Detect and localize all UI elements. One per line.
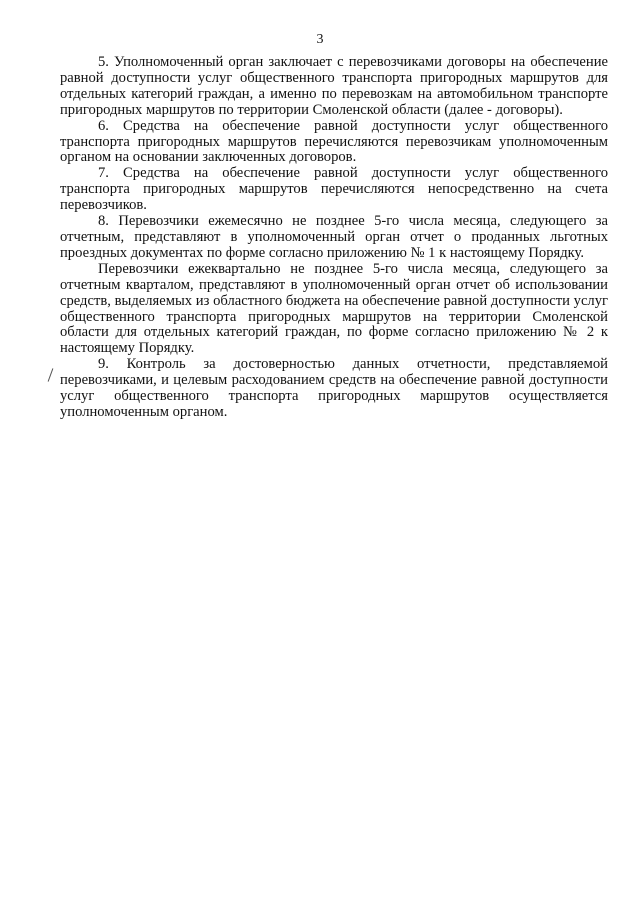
paragraph-8-monthly-report: 8. Перевозчики ежемесячно не позднее 5-го числа месяца, следующего за отчетным, представляют в уполномоченный орган отчет о проданных льготных проездных документах по форме согласно приложению № 1 к настоящему Порядку.	[60, 213, 608, 261]
document-body	[60, 55, 608, 421]
page-number: 3	[316, 32, 324, 47]
paragraph-9-control: 9. Контроль за достоверностью данных отчетности, представляемой перевозчиками, и целевым расходованием средств на обеспечение равной доступности услуг общественного транспорта пригородных маршрутов осуществляется уполномоченным органом.	[60, 356, 608, 420]
paragraph-5-contracts: 5. Уполномоченный орган заключает с перевозчиками договоры на обеспечение равной доступности услуг общественного транспорта пригородных маршрутов для отдельных категорий граждан, а именно по перевозкам на автомобильном транспорте пригородных маршрутов по территории Смоленской области (далее - договоры).	[60, 54, 608, 118]
margin-pen-mark	[48, 368, 54, 381]
paragraph-8-quarterly-report: Перевозчики ежеквартально не позднее 5-го числа месяца, следующего за отчетным кварталом, представляют в уполномоченный орган отчет об использовании средств, выделяемых из областного бюджета на обеспечение равной доступности услуг общественного транспорта пригородных маршрутов на территории Смоленской области для отдельных категорий граждан, по форме согласно приложению № 2 к настоящему Порядку.	[60, 260, 608, 357]
paragraph-6-transfer-by-authority: 6. Средства на обеспечение равной доступности услуг общественного транспорта пригородных маршрутов перечисляются перевозчикам уполномоченным органом на основании заключенных договоров.	[60, 117, 608, 166]
paragraph-7-direct-transfer: 7. Средства на обеспечение равной доступности услуг общественного транспорта пригородных маршрутов перечисляются непосредственно на счета перевозчиков.	[60, 165, 608, 214]
